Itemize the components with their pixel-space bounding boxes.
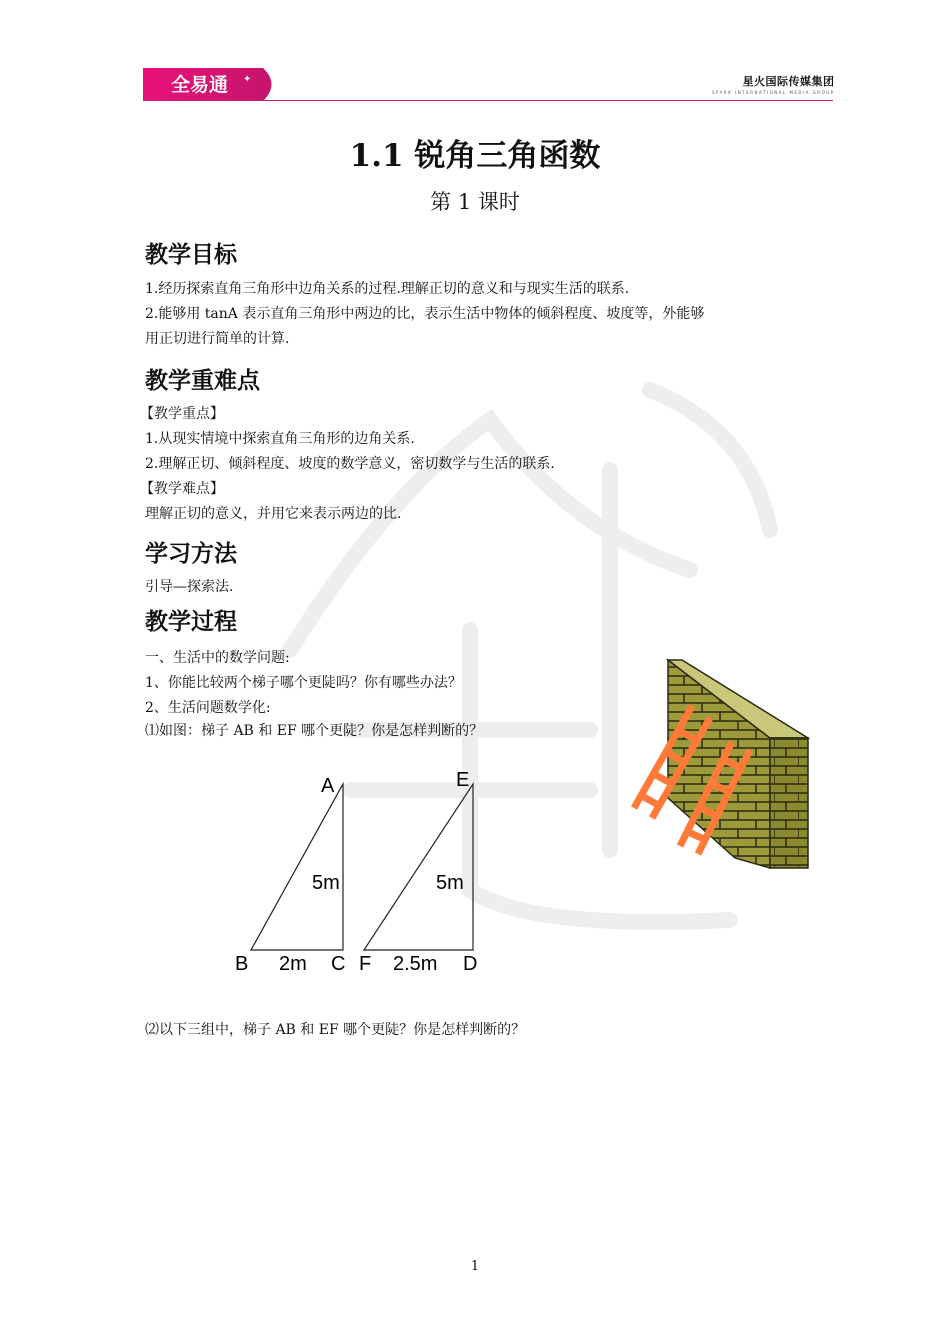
process-line-2: 1、你能比较两个梯子哪个更陡吗？你有哪些办法？ bbox=[145, 675, 462, 691]
quanyitong-logo bbox=[143, 68, 280, 101]
method-heading: 学习方法 bbox=[145, 541, 237, 567]
page-number: 1 bbox=[470, 1259, 480, 1274]
label-bc-length: 2m bbox=[279, 953, 307, 975]
triangles-figure bbox=[225, 760, 495, 980]
method-line-1: 引导—探索法. bbox=[145, 579, 234, 595]
label-ed-length: 5m bbox=[436, 872, 464, 894]
keypoints-line-4: 【教学难点】 bbox=[140, 481, 224, 497]
triangle-efd bbox=[364, 784, 473, 950]
label-e: E bbox=[456, 769, 470, 791]
keypoints-line-3: 2.理解正切、倾斜程度、坡度的数学意义，密切数学与生活的联系. bbox=[145, 456, 555, 472]
label-a: A bbox=[321, 775, 335, 797]
process-line-1: 一、生活中的数学问题: bbox=[145, 650, 290, 666]
brand-block bbox=[712, 73, 835, 95]
process-after-figure: ⑵以下三组中，梯子 AB 和 EF 哪个更陡？你是怎样判断的？ bbox=[145, 1022, 526, 1038]
goals-heading: 教学目标 bbox=[145, 242, 237, 268]
page-subtitle: 第 1 课时 bbox=[430, 190, 520, 214]
svg-text:✦: ✦ bbox=[243, 74, 252, 85]
label-d: D bbox=[463, 953, 478, 975]
brand-english: SPARK INTERNATIONAL MEDIA GROUP bbox=[712, 90, 835, 95]
logo-text: 全易通 bbox=[171, 74, 229, 96]
wall-ladder-illustration bbox=[630, 658, 810, 870]
goals-line-3: 用正切进行简单的计算. bbox=[145, 331, 290, 347]
label-c: C bbox=[331, 953, 346, 975]
goals-line-1: 1.经历探索直角三角形中边角关系的过程.理解正切的意义和与现实生活的联系. bbox=[145, 281, 630, 297]
keypoints-heading: 教学重难点 bbox=[145, 368, 260, 394]
label-f: F bbox=[359, 953, 372, 975]
keypoints-line-1: 【教学重点】 bbox=[140, 406, 224, 422]
process-line-4: ⑴如图：梯子 AB 和 EF 哪个更陡？你是怎样判断的？ bbox=[145, 723, 484, 739]
label-ac-length: 5m bbox=[312, 872, 340, 894]
process-heading: 教学过程 bbox=[145, 609, 237, 635]
label-b: B bbox=[235, 953, 249, 975]
page-title: 1.1 锐角三角函数 bbox=[349, 138, 601, 174]
keypoints-line-2: 1.从现实情境中探索直角三角形的边角关系. bbox=[145, 431, 415, 447]
goals-line-2: 2.能够用 tanA 表示直角三角形中两边的比，表示生活中物体的倾斜程度、坡度等，外能够 bbox=[145, 306, 705, 322]
label-fd-length: 2.5m bbox=[393, 953, 438, 975]
triangle-abc bbox=[251, 784, 343, 950]
keypoints-line-5: 理解正切的意义，并用它来表示两边的比. bbox=[145, 506, 402, 522]
brand-name: 星火国际传媒集团 bbox=[742, 75, 835, 88]
process-line-3: 2、生活问题数学化: bbox=[145, 700, 271, 716]
header-divider bbox=[143, 100, 833, 101]
